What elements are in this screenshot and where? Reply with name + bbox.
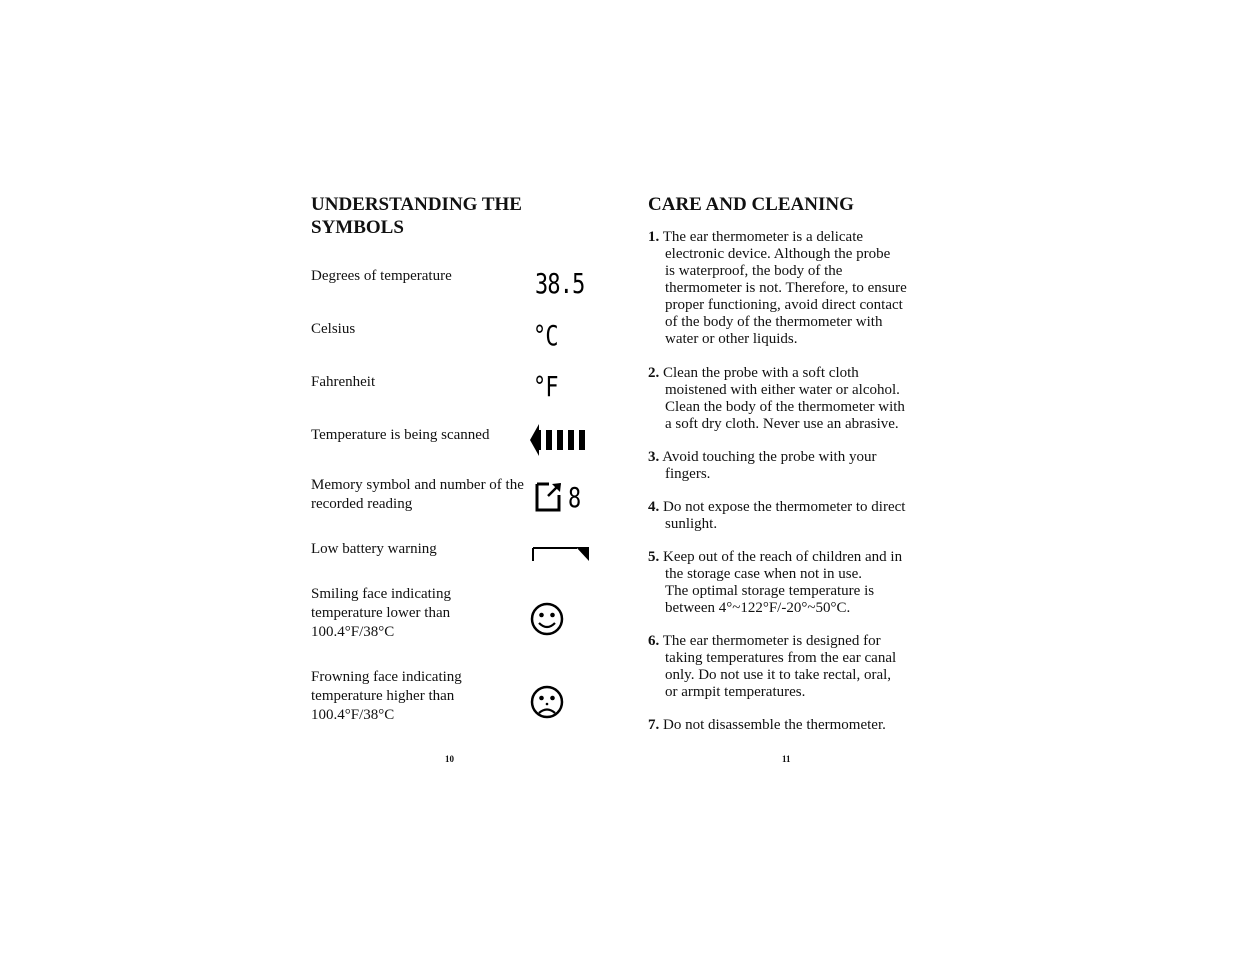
care-item-number: 6. — [648, 633, 660, 649]
celsius-display: °C — [533, 319, 558, 352]
care-item-number: 3. — [648, 449, 660, 465]
care-item-first-line — [648, 549, 938, 566]
care-item-first-line — [648, 717, 938, 734]
care-item-number: 1. — [648, 229, 660, 245]
care-item-number: 4. — [648, 499, 660, 515]
care-item-line: Clean the body of the thermometer with — [665, 399, 905, 415]
care-item-line: only. Do not use it to take rectal, oral, — [665, 667, 892, 683]
frowning-face-icon — [530, 685, 564, 719]
care-item — [648, 633, 938, 701]
symbol-label-low-battery: Low battery warning — [311, 541, 437, 557]
care-item-line: the storage case when not in use. — [665, 566, 863, 582]
care-item-line: electronic device. Although the probe — [665, 246, 891, 262]
care-item-line: proper functioning, avoid direct contact — [665, 297, 903, 313]
care-item-line: Do not expose the thermometer to direct — [663, 499, 906, 515]
care-item-first-line — [648, 499, 938, 516]
care-item — [648, 229, 938, 348]
care-item-line: The optimal storage temperature is — [665, 583, 875, 599]
care-item-line: or armpit temperatures. — [665, 684, 806, 700]
symbols-heading: UNDERSTANDING THE SYMBOLS — [311, 194, 522, 238]
care-item-number: 7. — [648, 717, 660, 733]
symbol-label-memory: Memory symbol and number of the recorded reading — [311, 477, 524, 512]
symbol-label-smiling: Smiling face indicating temperature lower than 100.4°F/38°C — [311, 586, 451, 640]
care-item-line: of the body of the thermometer with — [665, 314, 883, 330]
fahrenheit-display: °F — [533, 370, 558, 403]
care-item-line: Keep out of the reach of children and in — [663, 549, 903, 565]
temperature-reading-display: 38.5 — [535, 267, 585, 300]
low-battery-icon — [531, 545, 591, 563]
care-item-line: between 4°~122°F/-20°~50°C. — [665, 600, 851, 616]
care-item-line: The ear thermometer is a delicate — [662, 229, 864, 245]
care-item-line: water or other liquids. — [665, 331, 798, 347]
smiling-face-icon — [530, 602, 564, 636]
care-item-line: Do not disassemble the thermometer. — [663, 717, 886, 733]
care-item-first-line — [648, 229, 938, 246]
care-item-first-line — [648, 365, 938, 382]
care-item-line: Avoid touching the probe with your — [662, 449, 877, 465]
care-item-first-line — [648, 449, 938, 466]
scanning-arrow-icon — [529, 422, 591, 458]
care-item-number: 2. — [648, 365, 660, 381]
memory-icon — [535, 481, 563, 513]
memory-number-display: 8 — [568, 481, 581, 514]
care-item-line: a soft dry cloth. Never use an abrasive. — [665, 416, 899, 432]
care-item — [648, 449, 938, 483]
symbol-label-degrees: Degrees of temperature — [311, 268, 452, 284]
care-item — [648, 549, 938, 617]
care-item-number: 5. — [648, 549, 660, 565]
page-number-left: 10 — [445, 754, 454, 764]
care-item-first-line — [648, 633, 938, 650]
care-item-line: moistened with either water or alcohol. — [665, 382, 900, 398]
care-item-line: taking temperatures from the ear canal — [665, 650, 897, 666]
page-number-right: 11 — [782, 754, 791, 764]
symbol-label-fahrenheit: Fahrenheit — [311, 374, 376, 390]
care-item-line: fingers. — [665, 466, 711, 482]
care-item-line: is waterproof, the body of the — [665, 263, 843, 279]
care-item-line: The ear thermometer is designed for — [662, 633, 881, 649]
care-item — [648, 365, 938, 433]
care-item — [648, 717, 938, 734]
care-item-line: sunlight. — [665, 516, 718, 532]
symbol-label-frowning: Frowning face indicating temperature higher than 100.4°F/38°C — [311, 669, 462, 723]
care-heading: CARE AND CLEANING — [648, 194, 854, 215]
care-item-line: Clean the probe with a soft cloth — [663, 365, 859, 381]
care-item — [648, 499, 938, 533]
care-item-line: thermometer is not. Therefore, to ensure — [665, 280, 907, 296]
symbol-label-scanning: Temperature is being scanned — [311, 427, 490, 443]
symbol-label-celsius: Celsius — [311, 321, 356, 337]
